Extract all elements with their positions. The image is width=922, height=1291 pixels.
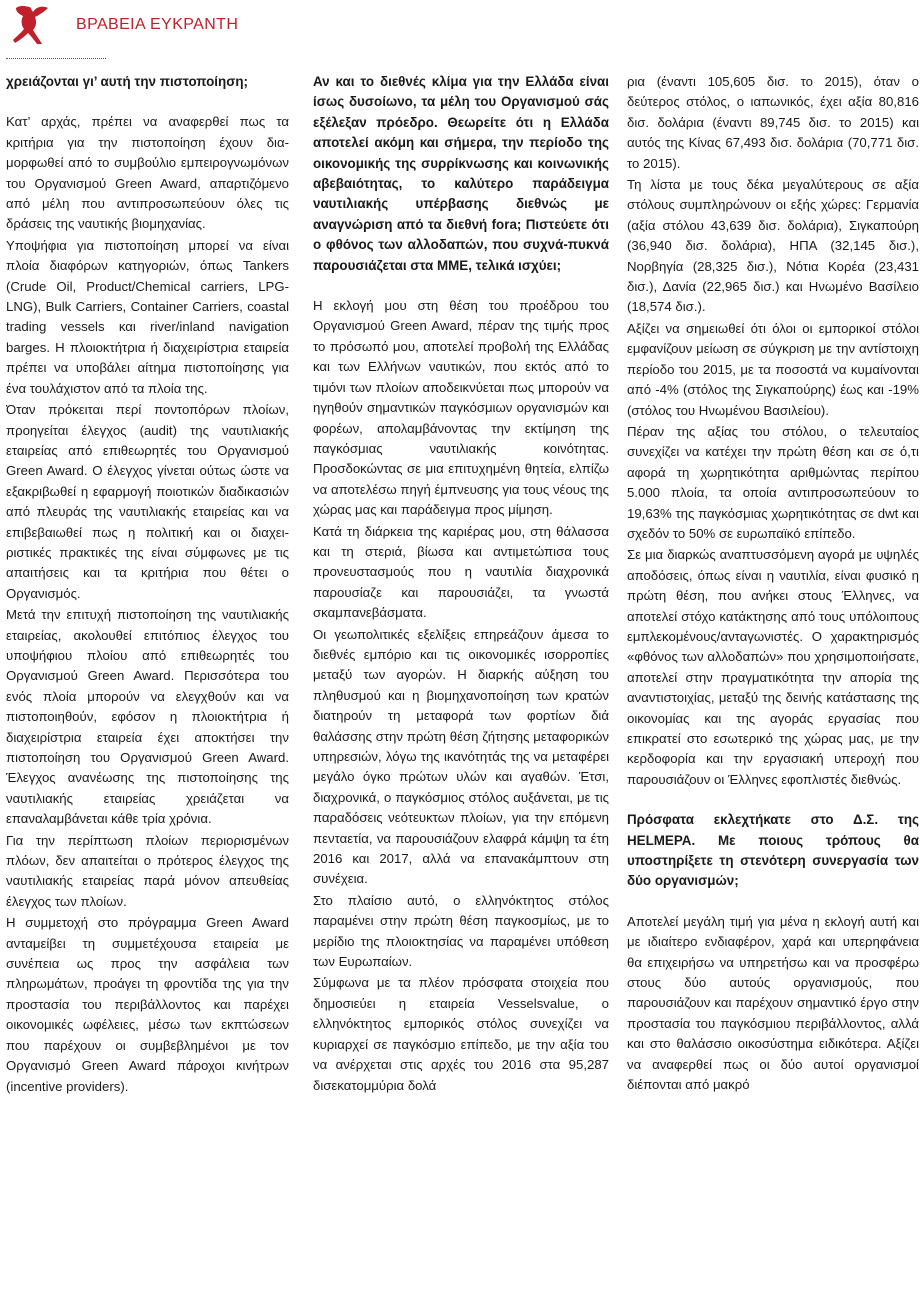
paragraph: Όταν πρόκειται περί ποντοπόρων πλοίων, προηγείται έλεγχος (audit) της ναυτιλιακής εταιρείας από επιθεωρητές του Οργανισμού Green Award. Ο έλεγχος γίνεται ούτως ώστε να εξακριβωθεί η εφαρμογή ποιοτικών διαδικασιών από πλευράς της ναυτιλιακής εταιρείας και να επιβεβαιωθεί πως η πολιτική και οι διαχειριστικές πρακτικές της είναι σύμφωνες με τις απαιτήσεις και τα κριτήρια που θέτει ο Οργανισμός. <box>6 402 289 601</box>
paragraph: Κατ’ αρχάς, πρέπει να αναφερθεί πως τα κριτήρια για την πιστοποίηση έχουν διαμορφωθεί από το συμβούλιο εμπειρογνωμόνων του Οργανισμού Green Award, απαρτιζόμενο από μέλη που αντιπροσωπεύουν όλες τις δράσεις της ναυτικής βιομηχανίας. <box>6 114 289 232</box>
paragraph: Η συμμετοχή στο πρόγραμμα Green Award ανταμείβει τη συμμετέχουσα εταιρεία με συνέπεια ως προς την ασφάλεια των πληρωμάτων, προάγει τη φροντίδα της για την προστασία του περιβάλλοντος και παρέχει οικονομικές ωφέλειες, μέσω των εκπτώσεων που παρέχουν οι συμβεβλημένοι με τον Οργανισμό Green Award πάροχοι κινήτρων (incentive providers). <box>6 915 289 1094</box>
interview-question: χρειάζονται γι’ αυτή την πιστοποίηση; <box>6 74 249 89</box>
text-column-3 <box>627 72 919 1287</box>
paragraph: Για την περίπτωση πλοίων περιορισμένων πλόων, δεν απαιτείται ο πρότερος έλεγχος της ναυτιλιακής εταιρείας παρά μόνον απευθείας έλεγχος των πλοίων. <box>6 832 289 909</box>
text-column-2 <box>313 72 609 1287</box>
header-divider <box>6 58 106 59</box>
paragraph: Σε μια διαρκώς αναπτυσσόμενη αγορά με υψηλές αποδόσεις, όπως είναι η ναυτιλία, είναι φυσικό η πρώτη θέση, που ανήκει στους Έλληνες, να αποτελεί στόχο κατάκτησης από τους υπόλοιπους εμπλεκομένους/ανταγωνιστές. Ο χαρακτηρισμός «φθόνος των αλλοδαπών» που χρησιμοποιήσατε, αποτελεί στην πραγματικότητα την απορία της αναντιστοιχίας, μεταξύ της δεινής κατάστασης της οικονομίας και της αγοράς εργασίας που επικρατεί στο εσωτερικό της χώρας μας, με την κερδοφορία και την εργασιακή υπεροχή που παρουσιάζουν οι Έλληνες εφοπλιστές διεθνώς. <box>627 547 919 787</box>
paragraph: Κατά τη διάρκεια της καριέρας μου, στη θάλασσα και τη στεριά, βίωσα και αντιμετώπισα τους προνευστασμούς που η ναυτιλία διαχρονικά παρουσίαζε και παρουσιάζει, τα γνωστά σκαμπανεβάσματα. <box>313 523 609 621</box>
page-header <box>0 0 922 70</box>
section-title: ΒΡΑΒΕΙΑ ΕΥΚΡΑΝΤΗ <box>76 16 239 33</box>
paragraph: Υποψήφια για πιστοποίηση μπορεί να είναι πλοία διαφόρων κατηγοριών, όπως Tankers (Crude Oil, Product/Chemical carriers, LPG-LNG), Bulk Carriers, Container Carriers, coastal trading vessels και river/inland navigation barges. Η πλοιοκτήτρια ή διαχειρίστρια εταιρεία πρέπει να υποβάλει αίτημα πιστοποίησης για ένα τουλάχιστον από τα πλοία της. <box>6 237 289 396</box>
paragraph: Η εκλογή μου στη θέση του προέδρου του Οργανισμού Green Award, πέραν της τιμής προς το πρόσωπό μου, αποτελεί προβολή της Ελλάδας και των Ελλήνων ναυτικών, που εκτός από το τιμόνι των πλοίων αποδεικνύεται πως μπορούν να ηγηθούν σημαντικών παγκόσμιων οργανισμών και φορέων, απολαμβάνοντας την εκτίμηση της παγκόσμιας ναυτιλιακής κοινότητας. Προσδοκώντας σε μια επιτυχημένη θητεία, ελπίζω να αποτελέσω πηγή έμπνευσης για τους νέους της χώρας μας και παράδειγμα προς μίμηση. <box>313 298 609 518</box>
text-column-1 <box>6 72 289 1287</box>
paragraph: Αποτελεί μεγάλη τιμή για μένα η εκλογή αυτή και με ιδιαίτερο ενδιαφέρον, χαρά και υπερηφάνεια θα επιχειρήσω να υπηρετήσω και να προσφέρω στους δύο αυτούς οργανισμούς, που παρουσιάζουν και παρέχουν σημαντικό έργο στην προστασία του παγκόσμιου περιβάλλοντος, αλλά και στο θαλάσσιο οικοσύστημα ειδικότερα. Αξίζει να αναφερθεί πως οι δύο αυτοί οργανισμοί διέπονται από μακρό <box>627 913 919 1093</box>
paragraph: ρια (έναντι 105,605 δισ. το 2015), όταν ο δεύτερος στόλος, ο ιαπωνικός, έχει αξία 80,816 δισ. δολάρια (έναντι 89,745 δισ. το 2015) και αυτός της Κίνας 67,493 δισ. δολάρια (70,771 δισ. το 2015). <box>627 74 919 171</box>
paragraph: Τη λίστα με τους δέκα μεγαλύτερους σε αξία στόλους συμπληρώνουν οι εξής χώρες: Γερμανία (αξία στόλου 43,639 δισ. δολάρια), Σιγκαπούρη (36,940 δισ. δολάρια), ΗΠΑ (32,145 δισ.), Νορβηγία (28,325 δισ.), Νότια Κορέα (23,431 δισ.), Δανία (22,965 δισ.) και Ηνωμένο Βασίλειο (18,574 δισ.). <box>627 177 919 315</box>
paragraph: Αξίζει να σημειωθεί ότι όλοι οι εμπορικοί στόλοι εμφανίζουν μείωση σε σύγκριση με την αντίστοιχη περίοδο του 2015, με τα ποσοστά να κυμαίνονται από -4% (στόλος της Σιγκαπούρης) έως και -19% (στόλος του Ηνωμένου Βασιλείου). <box>627 320 919 418</box>
dancer-logo-icon <box>6 2 52 46</box>
paragraph: Μετά την επιτυχή πιστοποίηση της ναυτιλιακής εταιρείας, ακολουθεί επιτόπιος έλεγχος του υποψήφιου πλοίου από επιθεωρητές του Οργανισμού Green Award. Περισσότερα του ενός πλοία μπορούν να ελεγχθούν και να πιστοποιηθούν, εφόσον η πλοιοκτήτρια ή διαχειρίστρια εταιρεία έχει αποκτήσει την πιστοποίηση του Οργανισμού Green Award. Έλεγχος ανανέωσης της πιστοποίησης της ναυτιλιακής εταιρείας χρειάζεται να επαναλαμβάνεται κάθε τρία χρόνια. <box>6 607 289 827</box>
paragraph: Σύμφωνα με τα πλέον πρόσφατα στοιχεία που δημοσιεύει η εταιρεία Vesselsvalue, ο ελληνόκτητος εμπορικός στόλος συνεχίζει να κυριαρχεί σε παγκόσμιο επίπεδο, με την αξία του να ανέρχεται στις αρχές του 2016 στα 95,287 δισεκατομμύρια δολά <box>313 975 609 1093</box>
paragraph: Στο πλαίσιο αυτό, ο ελληνόκτητος στόλος παραμένει στην πρώτη θέση παγκοσμίως, με το μερίδιο της πλοιοκτησίας να παραμένει υπόθεση των Ευρωπαίων. <box>313 892 609 970</box>
paragraph: Πέραν της αξίας του στόλου, ο τελευταίος συνεχίζει να κατέχει την πρώτη θέση και σε ό,τι αφορά τη χωρητικότητα αριθμώντας περίπου 5.000 πλοία, τα οποία αντιπροσωπεύουν το 19,63% της παγκόσμιας χωρητικότητας σε dwt και σχεδόν το 50% σε ευρωπαϊκό επίπεδο. <box>627 423 919 541</box>
paragraph: Οι γεωπολιτικές εξελίξεις επηρεάζουν άμεσα το διεθνές εμπόριο και τις οικονομικές ισορροπίες μεταξύ των αγορών. Η διαρκής αύξηση του πληθυσμού και η βιομηχανοποίηση των κρατών διατηρούν τη μεταφορά των φορτίων διά θαλάσσης στην πρώτη θέση ζήτησης μεταφορικών υπηρεσιών, λόγω της ικανότητάς της να μεταφέρει μεγάλο όγκο πρώτων υλών και αγαθών. Έτσι, διαχρονικά, ο παγκόσμιος στόλος αυξάνεται, με τις παραδόσεις νεότευκτων πλοίων, για την επόμενη πενταετία, να παρουσιάζουν ελαφρά κάμψη τα έτη 2016 και 2017, αλλά να επανακάμπτουν στη συνέχεια. <box>313 626 609 887</box>
interview-question: Αν και το διεθνές κλίμα για την Ελλάδα είναι ίσως δυσοίωνο, τα μέλη του Οργανισμού σάς εξέλεξαν πρόεδρο. Θεωρείτε ότι η Ελλάδα αποτελεί ακόμη και σήμερα, την περίοδο της οικονομικής της συρρίκνωσης και κοινωνικής αβεβαιότητας, το καλύτερο παράδειγμα ναυτιλιακής υπέρβασης διεθνώς με αναγνώριση από τα διεθνή fora; Πιστεύετε ότι ο φθόνος των αλλοδαπών, που συχνά-πυκνά παρουσιάζεται στα ΜΜΕ, τελικά ισχύει; <box>313 74 609 273</box>
interview-question: Πρόσφατα εκλεχτήκατε στο Δ.Σ. της HELMEPA. Με ποιους τρόπους θα υποστηρίξετε τη στενότερη συνεργασία των δύο οργανισμών; <box>627 812 919 889</box>
